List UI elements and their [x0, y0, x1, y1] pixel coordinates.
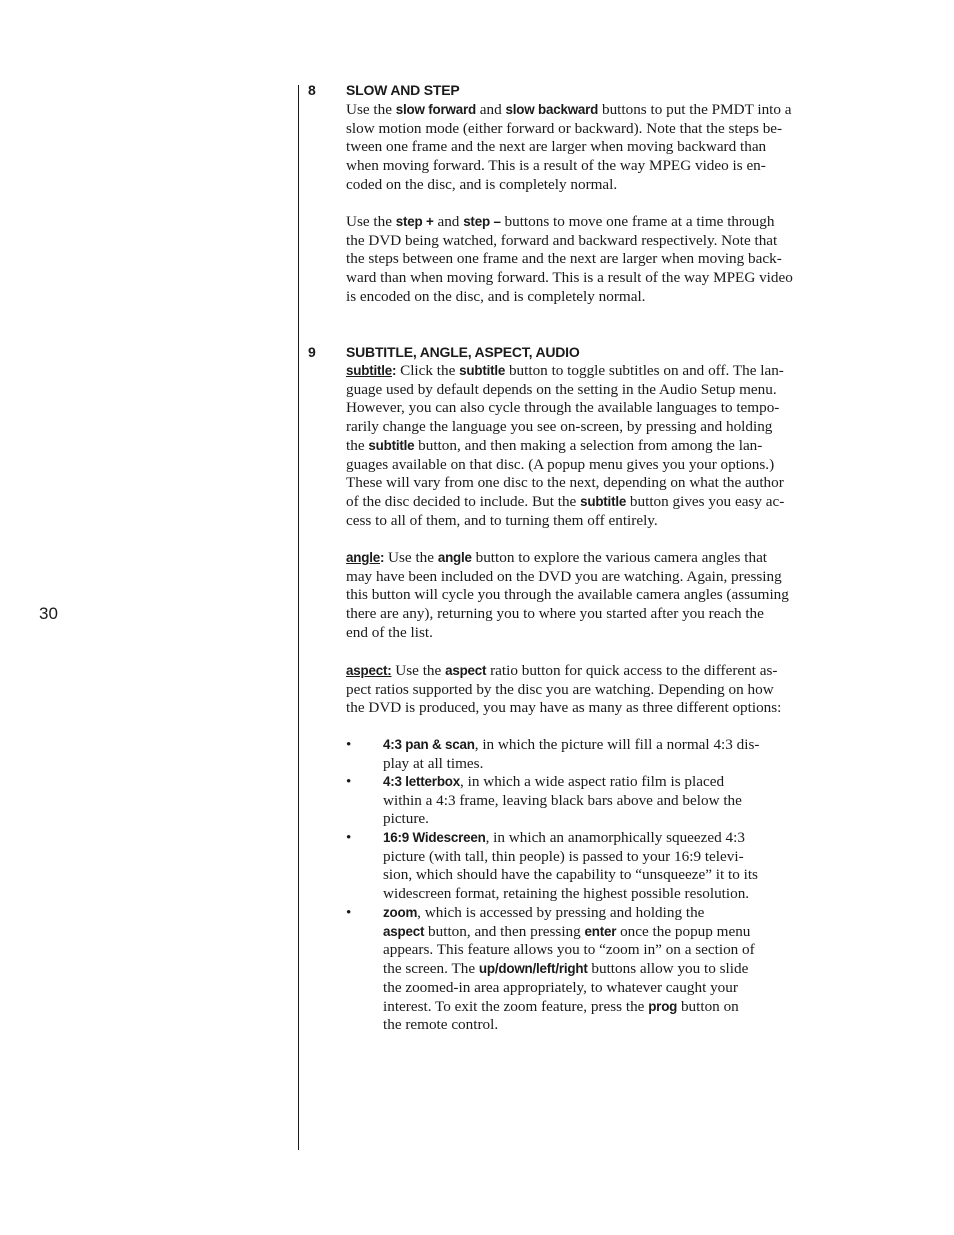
- subtitle-heading: subtitle: [346, 363, 393, 378]
- angle-paragraph: angle: Use the angle button to explore the various camera angles that may have been included on the DVD you are watching. Again, pressing this button will cycle you through the available camera angles (assuming there are any), returning you to where you started after you reach the end of the list.: [346, 549, 789, 641]
- bullet-pan-scan: 4:3 pan & scan, in which the picture will fill a normal 4:3 dis- play at all times.: [383, 736, 760, 772]
- bullet-letterbox: 4:3 letterbox, in which a wide aspect ratio film is placed within a 4:3 frame, leaving black bars above and below the picture.: [383, 773, 742, 828]
- bullet-icon: •: [346, 904, 352, 921]
- bullet-widescreen: 16:9 Widescreen, in which an anamorphically squeezed 4:3 picture (with tall, thin people) is passed to your 16:9 televi- sion, which should have the capability to “unsqueeze” it to its widescreen format, retaining the highest possible resolution.: [383, 829, 758, 903]
- subtitle-term: subtitle: [459, 363, 506, 378]
- subtitle-paragraph: subtitle: Click the subtitle button to toggle subtitles on and off. The lan- guage used by default depends on the setting in the Audio Setup menu. However, you can also cycle through the available languages to tempo- rarily change the language you see on-screen, by pressing and holding the subtitle button, and then making a selection from among the lan- guages available on that disc. (A popup menu gives you your options.) These will vary from one disc to the next, depending on what the author of the disc decided to include. But the subtitle button gives you easy ac- cess to all of them, and to turning them off entirely.: [346, 362, 785, 529]
- section-9-title: SUBTITLE, ANGLE, ASPECT, AUDIO: [346, 344, 580, 360]
- step-plus-term: step +: [395, 214, 434, 229]
- step-minus-term: step –: [463, 214, 501, 229]
- section-8-title: SLOW AND STEP: [346, 82, 460, 98]
- bullet-icon: •: [346, 773, 352, 790]
- step-paragraph: Use the step + and step – buttons to move one frame at a time through the DVD being watched, forward and backward respectively. Note that the steps between one frame and the next are larger when moving back- ward than when moving forward. This is a result of the way MPEG video is encoded on the disc, and is completely normal.: [346, 213, 793, 305]
- section-8-number: 8: [308, 82, 316, 98]
- margin-rule: [298, 85, 299, 1150]
- page-number: 30: [39, 604, 58, 623]
- aspect-term: aspect: [445, 663, 487, 678]
- aspect-heading: aspect:: [346, 663, 392, 678]
- bullet-zoom: zoom, which is accessed by pressing and holding the aspect button, and then pressing enter once the popup menu appears. This feature allows you to “zoom in” on a section of the screen. The up/down/left/right buttons allow you to slide the zoomed-in area appropriately, to whatever caught your interest. To exit the zoom feature, press the prog button on the remote control.: [383, 904, 755, 1034]
- section-9-number: 9: [308, 344, 316, 360]
- bullet-icon: •: [346, 736, 352, 753]
- slow-paragraph: Use the slow forward and slow backward buttons to put the PMDT into a slow motion mode (either forward or backward). Note that the steps be- tween one frame and the next are larger when moving backward than when moving forward. This is a result of the way MPEG video is en- coded on the disc, and is completely normal.: [346, 101, 792, 193]
- bullet-icon: •: [346, 829, 352, 846]
- slow-forward-term: slow forward: [395, 102, 476, 117]
- aspect-paragraph: aspect: Use the aspect ratio button for quick access to the different as- pect ratios supported by the disc you are watching. Depending on how the DVD is produced, you may have as many as three different options:: [346, 662, 782, 717]
- angle-heading: angle: [346, 550, 380, 565]
- slow-backward-term: slow backward: [505, 102, 599, 117]
- angle-term: angle: [437, 550, 472, 565]
